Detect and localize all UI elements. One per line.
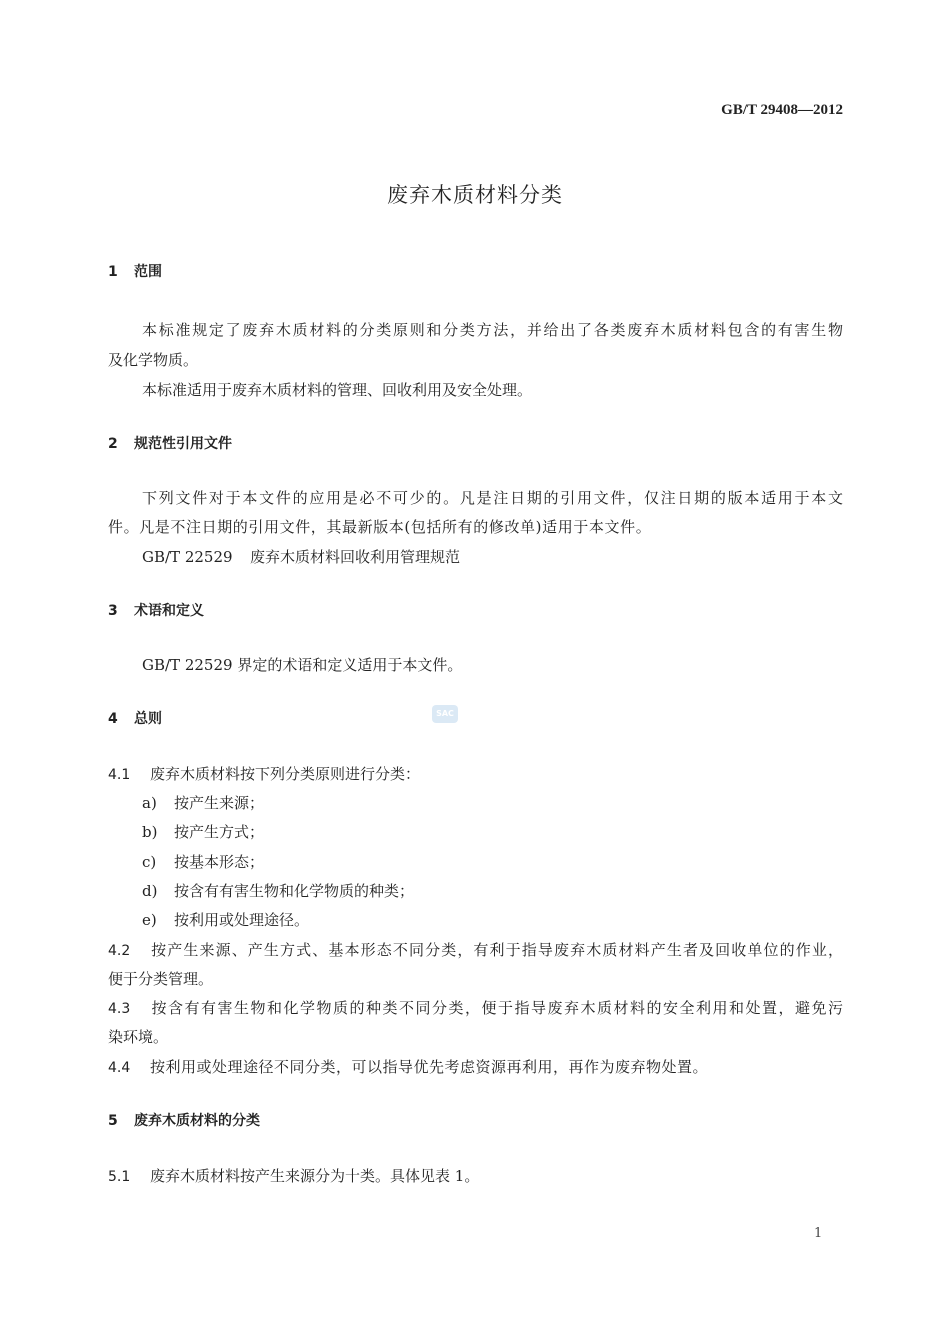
section-2-heading: 2 规范性引用文件 xyxy=(108,436,232,452)
list-item: c) 按基本形态； xyxy=(142,853,265,871)
document-title: 废弃木质材料分类 xyxy=(387,183,563,207)
paragraph: 件。凡是不注日期的引用文件，其最新版本(包括所有的修改单)适用于本文件。 xyxy=(108,518,652,536)
paragraph: GB/T 22529 界定的术语和定义适用于本文件。 xyxy=(142,656,463,674)
sac-watermark-logo: SAC xyxy=(432,705,458,723)
reference-item: GB/T 22529 废弃木质材料回收利用管理规范 xyxy=(142,548,461,566)
paragraph: 及化学物质。 xyxy=(108,351,199,369)
list-item: a) 按产生来源； xyxy=(142,794,265,812)
paragraph: 本标准规定了废弃木质材料的分类原则和分类方法，并给出了各类废弃木质材料包含的有害生物 xyxy=(142,321,843,339)
clause-5-1: 5.1 废弃木质材料按产生来源分为十类。具体见表 1。 xyxy=(108,1167,480,1185)
section-4-heading: 4 总则 xyxy=(108,711,162,727)
clause-4-2: 4.2 按产生来源、产生方式、基本形态不同分类，有利于指导废弃木质材料产生者及回收单位的作业， xyxy=(108,941,843,959)
list-item: b) 按产生方式； xyxy=(142,823,265,841)
standard-number: GB/T 29408—2012 xyxy=(721,102,843,118)
list-item: e) 按利用或处理途径。 xyxy=(142,911,310,929)
clause-4-1: 4.1 废弃木质材料按下列分类原则进行分类： xyxy=(108,765,421,783)
section-3-heading: 3 术语和定义 xyxy=(108,603,204,619)
page-number: 1 xyxy=(814,1226,823,1241)
list-item: d) 按含有有害生物和化学物质的种类； xyxy=(142,882,415,900)
paragraph: 染环境。 xyxy=(108,1028,169,1046)
section-1-heading: 1 范围 xyxy=(108,264,162,280)
paragraph: 本标准适用于废弃木质材料的管理、回收利用及安全处理。 xyxy=(142,381,533,399)
section-5-heading: 5 废弃木质材料的分类 xyxy=(108,1113,260,1129)
clause-4-4: 4.4 按利用或处理途径不同分类，可以指导优先考虑资源再利用，再作为废弃物处置。 xyxy=(108,1058,709,1076)
paragraph: 下列文件对于本文件的应用是必不可少的。凡是注日期的引用文件，仅注日期的版本适用于本文 xyxy=(142,489,843,507)
clause-4-3: 4.3 按含有有害生物和化学物质的种类不同分类，便于指导废弃木质材料的安全利用和处置，避免污 xyxy=(108,999,843,1017)
paragraph: 便于分类管理。 xyxy=(108,970,214,988)
